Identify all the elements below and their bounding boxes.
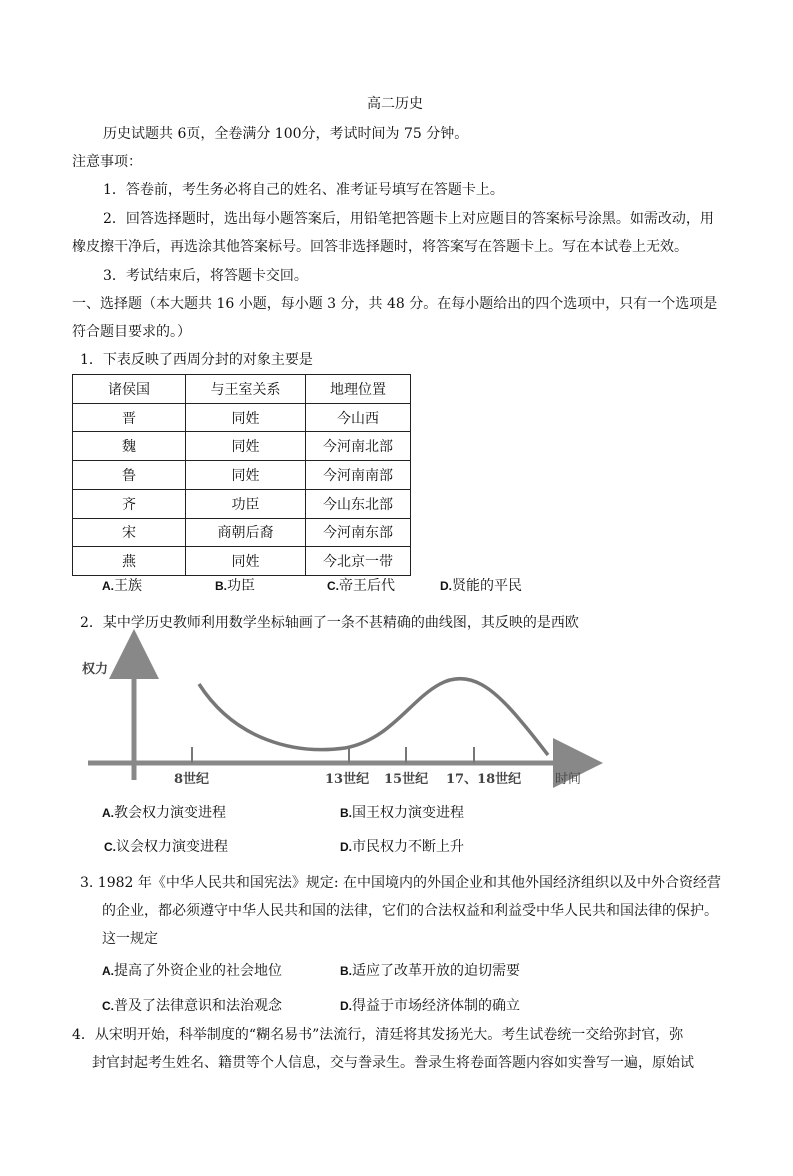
option-text: 普及了法律意识和法治观念 bbox=[114, 998, 282, 1014]
option-key: B. bbox=[340, 806, 352, 820]
tick-label: 17、18世纪 bbox=[446, 772, 522, 787]
option-key: A. bbox=[102, 964, 114, 978]
option-key: D. bbox=[440, 579, 452, 593]
option-text: 得益于市场经济体制的确立 bbox=[352, 998, 520, 1014]
option-a bbox=[102, 803, 226, 823]
table-cell: 齐 bbox=[73, 489, 186, 518]
table-cell: 今山西 bbox=[306, 403, 411, 432]
table-cell: 今河南南部 bbox=[306, 461, 411, 490]
option-b bbox=[340, 961, 520, 981]
notice-item: 2．回答选择题时，选出每小题答案后，用铅笔把答题卡上对应题目的答案标号涂黑。如需改动，用 bbox=[103, 211, 714, 227]
option-key: B. bbox=[340, 964, 352, 978]
table-cell: 晋 bbox=[73, 403, 186, 432]
option-text: 教会权力演变进程 bbox=[114, 805, 226, 821]
intro-text: 历史试题共 6页，全卷满分 100分，考试时间为 75 分钟。 bbox=[103, 126, 469, 142]
option-text: 议会权力演变进程 bbox=[116, 839, 228, 855]
option-a bbox=[102, 961, 282, 981]
option-key: A. bbox=[102, 579, 114, 593]
option-key: D. bbox=[340, 999, 352, 1013]
option-d bbox=[340, 996, 520, 1016]
question-3-stem: 的企业，都必须遵守中华人民共和国的法律，它们的合法权益和利益受中华人民共和国法律的保护。 bbox=[102, 903, 718, 919]
tick-label: 8世纪 bbox=[174, 772, 210, 787]
table-cell: 今北京一带 bbox=[306, 547, 411, 576]
question-3-stem: 这一规定 bbox=[102, 931, 158, 947]
notice-item: 1．答卷前，考生务必将自己的姓名、准考证号填写在答题卡上。 bbox=[103, 182, 504, 198]
table-cell: 魏 bbox=[73, 432, 186, 461]
table-header: 地理位置 bbox=[306, 375, 411, 404]
option-text: 市民权力不断上升 bbox=[352, 839, 464, 855]
table-cell: 同姓 bbox=[186, 403, 306, 432]
option-key: C. bbox=[104, 840, 116, 854]
tick-label: 15世纪 bbox=[384, 772, 429, 787]
table-cell: 今河南东部 bbox=[306, 518, 411, 547]
option-text: 王族 bbox=[114, 578, 142, 594]
table-cell: 宋 bbox=[73, 518, 186, 547]
table-header: 与王室关系 bbox=[186, 375, 306, 404]
table-cell: 今河南北部 bbox=[306, 432, 411, 461]
notice-heading: 注意事项： bbox=[72, 154, 142, 170]
question-3-stem: 3. 1982 年《中华人民共和国宪法》规定: 在中国境内的外国企业和其他外国经济组织以及中外合资经营 bbox=[80, 875, 722, 891]
table-cell: 功臣 bbox=[186, 489, 306, 518]
table-cell: 今山东北部 bbox=[306, 489, 411, 518]
option-key: C. bbox=[102, 999, 114, 1013]
notice-item: 3．考试结束后，将答题卡交回。 bbox=[103, 268, 308, 284]
option-d bbox=[340, 837, 464, 857]
option-text: 贤能的平民 bbox=[452, 578, 522, 594]
option-text: 功臣 bbox=[227, 578, 255, 594]
page-title: 高二历史 bbox=[367, 96, 423, 112]
table-cell: 鲁 bbox=[73, 461, 186, 490]
option-key: B. bbox=[215, 579, 227, 593]
notice-item: 橡皮擦干净后，再选涂其他答案标号。回答非选择题时，将答案写在答题卡上。写在本试卷上无效。 bbox=[72, 239, 688, 255]
section-heading: 符合题目要求的。） bbox=[72, 324, 191, 340]
table-cell: 燕 bbox=[73, 547, 186, 576]
question-4-stem: 4．从宋明开始，科举制度的“糊名易书”法流行，清廷将其发扬光大。考生试卷统一交给弥封官，弥 bbox=[72, 1027, 684, 1043]
option-text: 国王权力演变进程 bbox=[352, 805, 464, 821]
option-b bbox=[340, 803, 464, 823]
tick-label: 13世纪 bbox=[325, 772, 370, 787]
question-2-stem: 2．某中学历史教师利用数学坐标轴画了一条不甚精确的曲线图，其反映的是西欧 bbox=[80, 615, 579, 631]
option-c bbox=[104, 837, 228, 857]
section-heading: 一、选择题（本大题共 16 小题，每小题 3 分，共 48 分。在每小题给出的四个选项中，只有一个选项是 bbox=[72, 296, 718, 312]
table-cell: 同姓 bbox=[186, 461, 306, 490]
option-c bbox=[102, 996, 282, 1016]
x-axis-label: 时间 bbox=[555, 772, 582, 787]
table-cell: 商朝后裔 bbox=[186, 518, 306, 547]
y-axis-label: 权力 bbox=[82, 662, 109, 677]
power-curve bbox=[199, 679, 548, 755]
option-key: C. bbox=[327, 579, 339, 593]
option-text: 适应了改革开放的迫切需要 bbox=[352, 963, 520, 979]
option-text: 提高了外资企业的社会地位 bbox=[114, 963, 282, 979]
table-cell: 同姓 bbox=[186, 432, 306, 461]
option-key: A. bbox=[102, 806, 114, 820]
option-text: 帝王后代 bbox=[339, 578, 395, 594]
option-key: D. bbox=[340, 840, 352, 854]
table-header: 诸侯国 bbox=[73, 375, 186, 404]
table-cell: 同姓 bbox=[186, 547, 306, 576]
question-1-stem: 1．下表反映了西周分封的对象主要是 bbox=[80, 352, 313, 368]
question-4-stem: 封官封起考生姓名、籍贯等个人信息，交与誊录生。誊录生将卷面答题内容如实誊写一遍，原始试 bbox=[92, 1055, 694, 1071]
